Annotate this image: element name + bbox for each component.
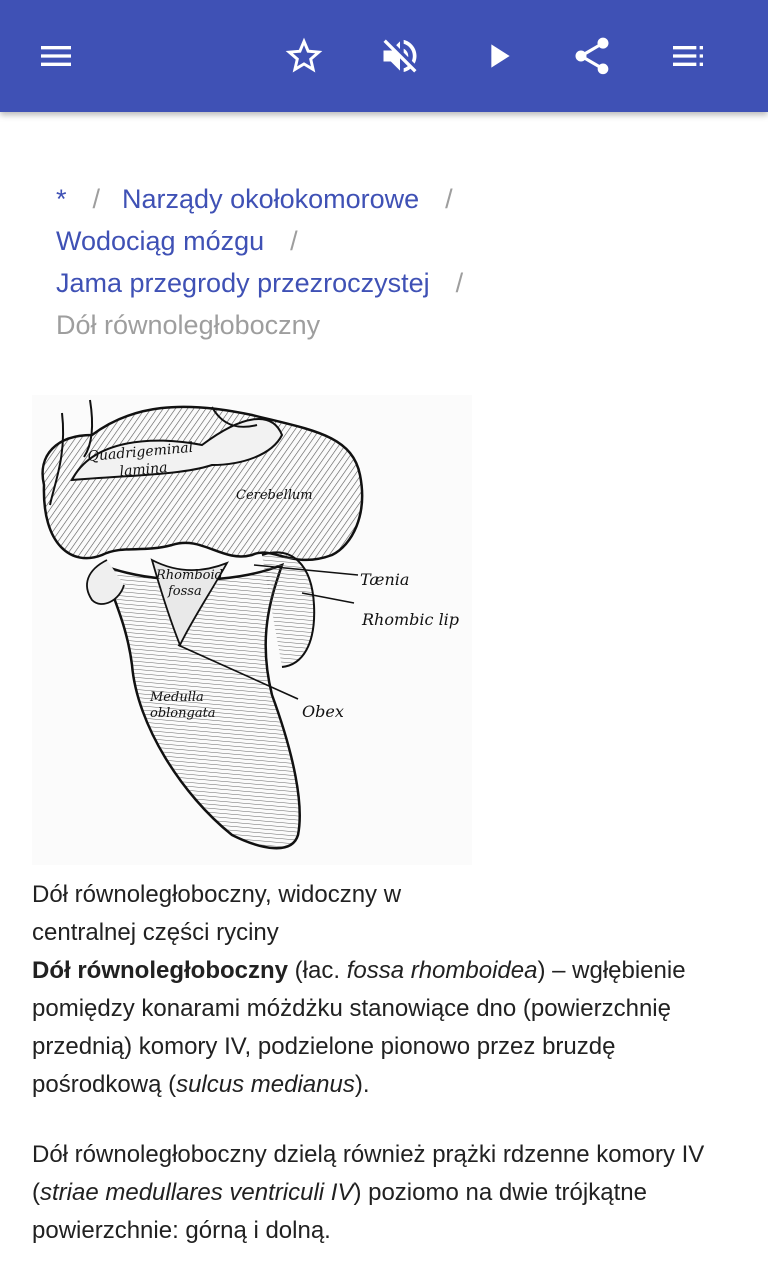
paragraph-text: ). [354,1071,370,1098]
mute-button[interactable] [372,28,428,84]
paragraph-text: ) poziomo na dwie trójkątne powierzchnie: górną i dolną. [32,1179,647,1244]
paragraph-text: ) – wgłębienie pomiędzy konarami móżdżku stanowiące dno (powierzchnię przednią) komory IV, podzielone pionowo przez bruzdę pośrodkową ( [32,957,686,1098]
bookmark-button[interactable] [276,28,332,84]
label-fossa: fossa [168,584,202,599]
article-paragraph-1 [32,952,736,1104]
latin-term: fossa rhomboidea [346,957,538,984]
breadcrumb-current: Dół równoległoboczny [56,310,321,340]
paragraph-text: (łac. [288,957,347,984]
breadcrumb-link-circumventricular[interactable]: Narządy okołokomorowe [122,184,420,214]
star-icon [282,34,326,78]
brainstem-illustration [32,395,472,865]
breadcrumb-separator: / [92,184,101,214]
volume-off-icon [378,34,422,78]
contents-button[interactable] [660,28,716,84]
brainstem-drawing [32,395,472,865]
term-bold: Dół równoległoboczny [32,957,288,984]
figure-caption: Dół równoległoboczny, widoczny w centralnej części ryciny [32,881,402,946]
label-lamina: lamina [118,459,169,480]
breadcrumb-link-aqueduct[interactable]: Wodociąg mózgu [56,226,265,256]
breadcrumb-separator: / [445,184,453,214]
breadcrumb-link-septum-cavity[interactable]: Jama przegrody przezroczystej [56,268,430,298]
breadcrumb-home-link[interactable]: * [56,184,67,214]
breadcrumb [56,178,736,346]
label-taenia: Tænia [360,570,410,589]
menu-button[interactable] [28,28,84,84]
latin-term: sulcus medianus [176,1071,355,1098]
label-rhomboid: Rhomboid [156,568,223,583]
play-button[interactable] [470,28,526,84]
menu-icon [36,36,76,76]
breadcrumb-separator: / [455,268,464,298]
label-medulla: Medulla [150,690,204,705]
article-content [0,112,768,1280]
paragraph-text: Dół równoległoboczny dzielą również prążki rdzenne komory IV ( [32,1141,705,1206]
label-obex: Obex [302,702,344,721]
article-paragraph-2 [32,1136,736,1250]
label-rhombic-lip: Rhombic lip [362,610,460,629]
label-oblongata: oblongata [150,706,216,721]
playlist-icon [668,36,708,76]
label-cerebellum: Cerebellum [236,488,313,503]
play-icon [478,36,518,76]
share-icon [570,34,614,78]
label-quadrigeminal: Quadrigeminal [86,439,194,465]
breadcrumb-separator: / [290,226,298,256]
app-bar [0,0,768,112]
share-button[interactable] [564,28,620,84]
latin-term: striae medullares ventriculi IV [40,1179,354,1206]
